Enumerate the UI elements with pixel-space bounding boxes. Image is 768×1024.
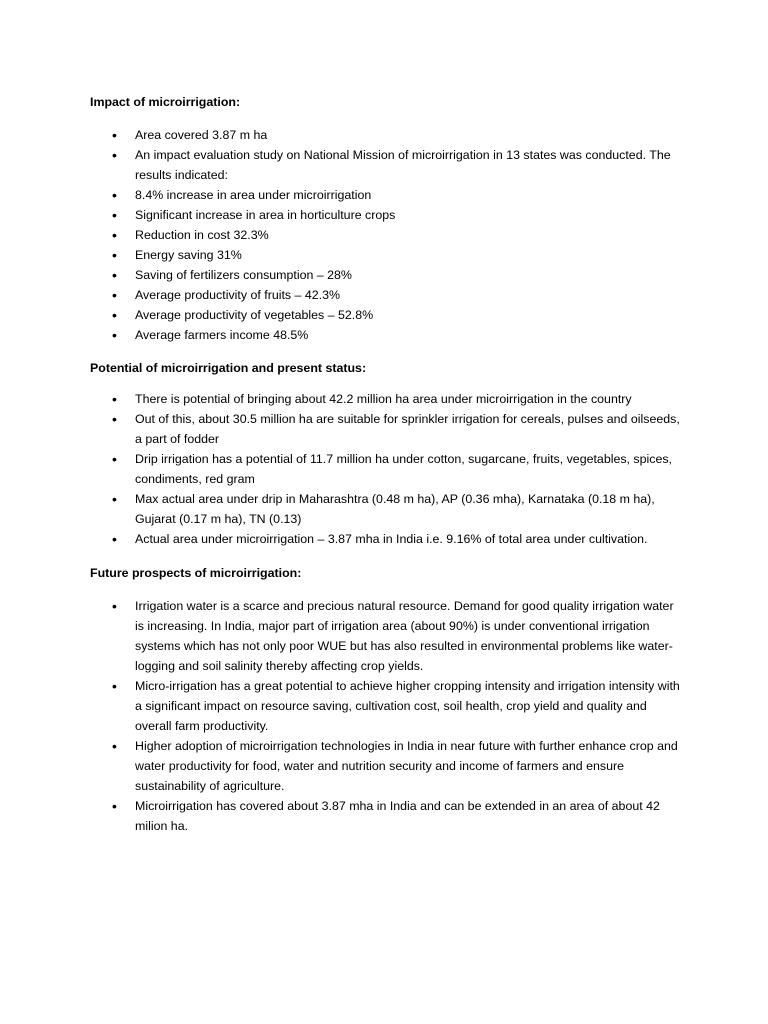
list-item: • Average productivity of fruits – 42.3% [90,285,680,305]
section-impact [90,92,690,345]
section-heading: Impact of microirrigation: [90,95,241,109]
list-item: • Drip irrigation has a potential of 11.7 million ha under cotton, sugarcane, fruits, vegetables, spices, condiments, red gram [90,449,680,489]
list-item: • Energy saving 31% [90,245,680,265]
list-item: • Average productivity of vegetables – 52.8% [90,305,680,325]
list-item: • 8.4% increase in area under microirrigation [90,185,680,205]
bullet-list [90,125,690,345]
list-item: • There is potential of bringing about 42.2 million ha area under microirrigation in the country [90,389,680,409]
list-item: • Saving of fertilizers consumption – 28% [90,265,680,285]
list-item: • An impact evaluation study on National Mission of microirrigation in 13 states was conducted. The results indicated: [90,145,680,185]
list-item: • Out of this, about 30.5 million ha are suitable for sprinkler irrigation for cereals, pulses and oilseeds, a part of fodder [90,409,680,449]
list-item: • Average farmers income 48.5% [90,325,680,345]
list-item: • Actual area under microirrigation – 3.87 mha in India i.e. 9.16% of total area under cultivation. [90,529,680,549]
section-potential [90,358,690,549]
section-future [90,563,690,836]
list-item: • Micro-irrigation has a great potential to achieve higher cropping intensity and irrigation intensity with a significant impact on resource saving, cultivation cost, soil health, crop yield and quality and overall farm productivity. [90,676,680,736]
bullet-list [90,596,690,836]
list-item: • Higher adoption of microirrigation technologies in India in near future with further enhance crop and water productivity for food, water and nutrition security and income of farmers and ensure sustainability of agriculture. [90,736,680,796]
bullet-list [90,389,690,549]
list-item: • Significant increase in area in horticulture crops [90,205,680,225]
section-heading: Future prospects of microirrigation: [90,566,302,580]
list-item: • Microirrigation has covered about 3.87 mha in India and can be extended in an area of about 42 milion ha. [90,796,680,836]
section-heading: Potential of microirrigation and present status: [90,361,367,375]
list-item: • Reduction in cost 32.3% [90,225,680,245]
list-item: • Area covered 3.87 m ha [90,125,680,145]
list-item: • Max actual area under drip in Maharashtra (0.48 m ha), AP (0.36 mha), Karnataka (0.18 m ha), Gujarat (0.17 m ha), TN (0.13) [90,489,680,529]
list-item: • Irrigation water is a scarce and precious natural resource. Demand for good quality irrigation water is increasing. In India, major part of irrigation area (about 90%) is under conventional irrigation systems which has not only poor WUE but has also resulted in environmental problems like water-logging and soil salinity thereby affecting crop yields. [90,596,680,676]
